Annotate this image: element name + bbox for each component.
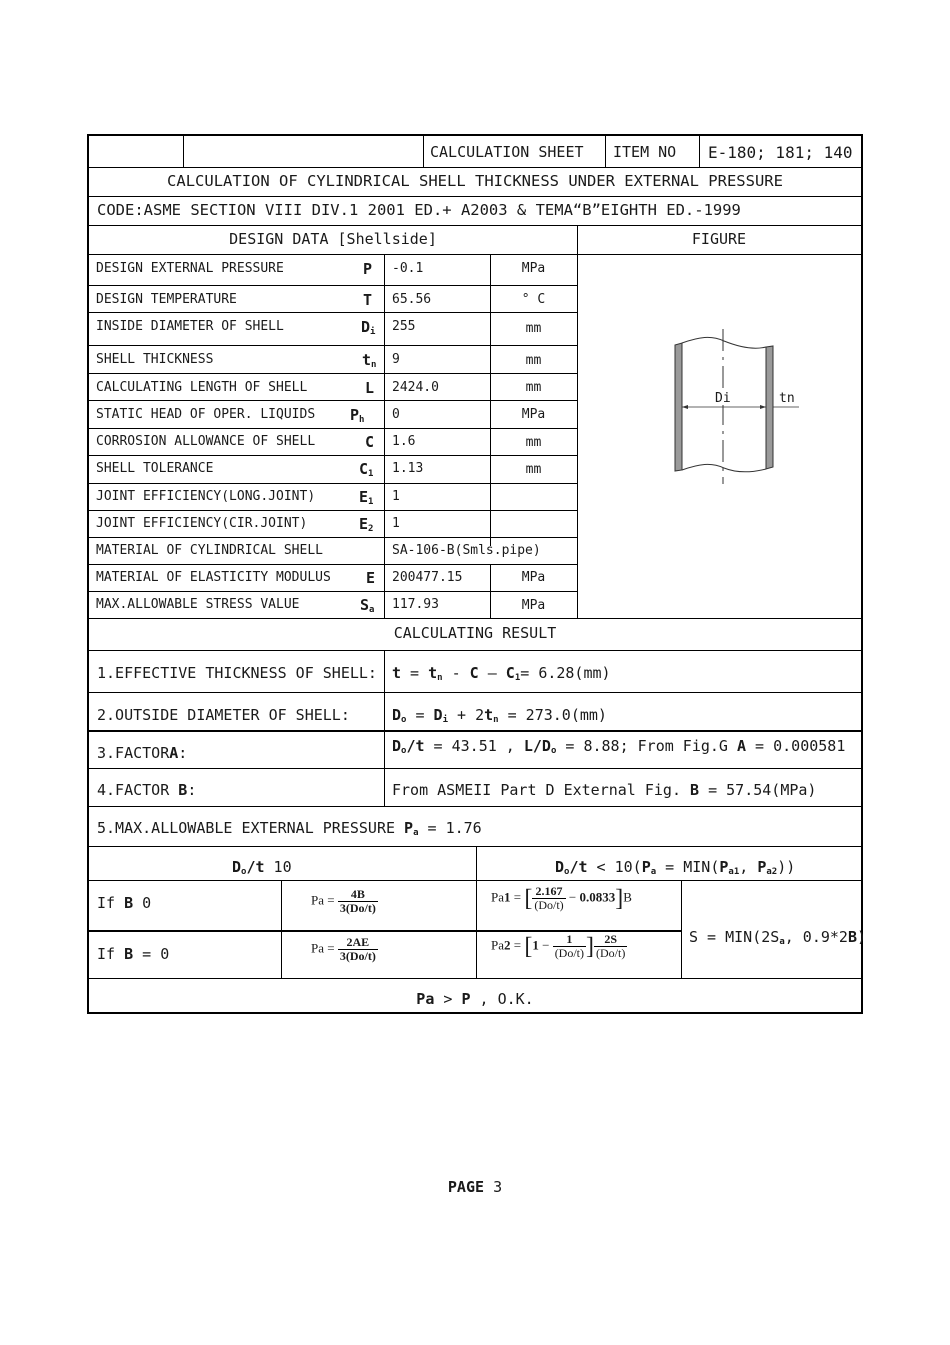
design-row-subscript: a [369,605,375,615]
figure-di-label: Di [715,391,731,406]
document-title: CALCULATION OF CYLINDRICAL SHELL THICKNESS UNDER EXTERNAL PRESSURE [167,172,783,190]
design-row-label: CORROSION ALLOWANCE OF SHELL [96,434,316,449]
design-row-value: 9 [392,352,400,367]
design-row-label: DESIGN TEMPERATURE [96,292,237,307]
design-row-symbol: E [366,569,376,587]
result-3-formula: $D_o/t = 43.51$ , $L/D_o = 8.88$; From Fig.G A = 0.000581 [392,737,846,756]
design-row-subscript: i [370,327,376,337]
design-row-unit: mm [525,380,542,395]
design-row-label: JOINT EFFICIENCY(CIR.JOINT) [96,516,308,531]
result-3-a: 0.000581 [773,737,846,755]
page-footer [0,1178,950,1196]
design-row-label: DESIGN EXTERNAL PRESSURE [96,261,284,276]
case-row-2-condition: If B = 0 [97,945,170,963]
design-row-unit: ° C [521,292,546,307]
shell-figure [659,321,809,491]
result-1-formula: $t = t_n - C - C_1= 6.28(mm)$ [392,664,611,683]
design-row-symbol: T [363,291,373,309]
design-row-label: STATIC HEAD OF OPER. LIQUIDS [96,407,316,422]
design-row-symbol: E [359,515,369,533]
item-no-label: ITEM NO [613,143,677,161]
design-row-label: INSIDE DIAMETER OF SHELL [96,319,284,334]
design-row-label: SHELL THICKNESS [96,352,214,367]
code-reference: CODE:ASME SECTION VIII DIV.1 2001 ED.+ A2003 & TEMA“B”EIGHTH ED.-1999 [97,201,741,219]
design-row-subscript: n [371,360,377,370]
result-1-value: 6.28(mm) [538,664,611,682]
di-arrow-left [682,405,688,409]
design-row-value: 200477.15 [392,570,463,585]
design-row-value: 1.13 [392,461,424,476]
design-row-unit: MPa [521,598,546,613]
design-row-symbol: C [365,433,375,451]
result-2-label: 2.OUTSIDE DIAMETER OF SHELL: [97,706,350,724]
case-right-header: $D_o/t < 10(P_a = MIN(P_{a1}$, $P_{a2}$)) [555,858,796,877]
result-3-ldo: 8.88 [583,737,620,755]
case-right-value: 10 [614,858,633,876]
case-row-1-condition: If B 0 [97,894,152,912]
shell-right-wall [766,346,773,469]
formula-pa2: Pa2 = [1 − $\frac{1}{(Do/t)}$ ] $\frac{2S}{(Do/t)}$ [491,932,626,960]
design-row-label: JOINT EFFICIENCY(LONG.JOINT) [96,489,316,504]
design-row-label: CALCULATING LENGTH OF SHELL [96,380,308,395]
design-row-unit: mm [525,462,542,477]
design-row-value: SA-106-B(Smls.pipe) [392,543,541,558]
design-row-unit: MPa [521,570,546,585]
design-row-unit: mm [525,353,542,368]
result-4-text: From ASMEII Part D External Fig. [392,781,681,799]
design-row-unit: MPa [521,407,546,422]
design-row-unit: MPa [521,261,546,276]
design-row-symbol: P [363,260,373,278]
design-row-symbol: E [359,488,369,506]
page-number: 3 [493,1178,503,1196]
page-label: PAGE [447,1178,485,1196]
formula-pa-b: Pa = $\frac{4B}{3(Do/t)}$ [311,887,376,915]
s-formula: $S = MIN(2S_a$, 0.9*2B) [689,928,867,947]
design-row-label: SHELL TOLERANCE [96,461,214,476]
case-left-header: $D_o/t$ 10 [232,858,292,877]
design-row-value: 1.6 [392,434,416,449]
design-row-value: 1 [392,489,400,504]
result-4-label: 4.FACTOR B: [97,781,197,799]
design-row-symbol: S [360,596,370,614]
result-5-label: 5.MAX.ALLOWABLE EXTERNAL PRESSURE [97,819,396,837]
design-row-symbol: D [361,318,371,336]
design-row-value: 117.93 [392,597,439,612]
shell-top-break [682,337,766,348]
case-row-1-value: 0 [142,894,152,912]
sheet-title: CALCULATION SHEET [430,143,584,161]
case-row-2-value: 0 [160,945,170,963]
case-left-value: 10 [273,858,292,876]
design-row-subscript: 1 [368,497,374,507]
design-row-symbol: L [365,379,375,397]
shell-bottom-break [682,464,766,472]
calculation-sheet [87,134,867,1014]
design-data-heading: DESIGN DATA [Shellside] [229,230,437,248]
conclusion: Pa > P , O.K. [416,990,534,1008]
design-row-unit: mm [525,321,542,336]
design-row-subscript: 2 [368,524,374,534]
design-row-label: MATERIAL OF CYLINDRICAL SHELL [96,543,323,558]
di-arrow-right [760,405,766,409]
figure-heading: FIGURE [691,230,747,248]
result-5-line: 5.MAX.ALLOWABLE EXTERNAL PRESSURE $P_a = 1.76$ [97,819,482,838]
design-row-subscript: h [359,415,365,425]
design-row-value: 255 [392,319,416,334]
design-row-subscript: 1 [368,469,374,479]
result-3-dot: 43.51 [451,737,497,755]
result-2-value: 273.0(mm) [525,706,607,724]
formula-pa1: Pa1 = [ $\frac{2.167}{(Do/t)}$ − 0.0833]B [491,884,632,912]
result-heading: CALCULATING RESULT [393,624,557,642]
result-4-b: 57.54(MPa) [726,781,817,799]
conclusion-ok: O.K. [497,990,534,1008]
design-row-unit: mm [525,435,542,450]
result-4-formula: From ASMEII Part D External Fig. B = 57.54(MPa) [392,781,817,799]
item-no-value: E-180; 181; 140 [708,143,853,162]
design-row-symbol: C [359,460,369,478]
result-5-value: 1.76 [445,819,482,837]
shell-left-wall [675,343,682,471]
design-row-value: 1 [392,516,400,531]
result-3-label: 3.FACTORA: [97,744,188,762]
design-row-label: MATERIAL OF ELASTICITY MODULUS [96,570,331,585]
figure-tn-label: tn [779,391,795,406]
result-3-fig: From Fig.G [637,737,728,755]
design-row-value: 0 [392,407,400,422]
result-1-label: 1.EFFECTIVE THICKNESS OF SHELL: [97,664,377,682]
formula-pa-ae: Pa = $\frac{2AE}{3(Do/t)}$ [311,935,376,963]
result-2-formula: $D_o = D_i + 2t_n = 273.0(mm)$ [392,706,607,725]
design-row-symbol: P [350,406,360,424]
design-row-symbol: t [362,351,372,369]
design-row-value: 65.56 [392,292,432,307]
design-row-value: 2424.0 [392,380,439,395]
design-row-label: MAX.ALLOWABLE STRESS VALUE [96,597,300,612]
design-row-value: -0.1 [392,261,424,276]
